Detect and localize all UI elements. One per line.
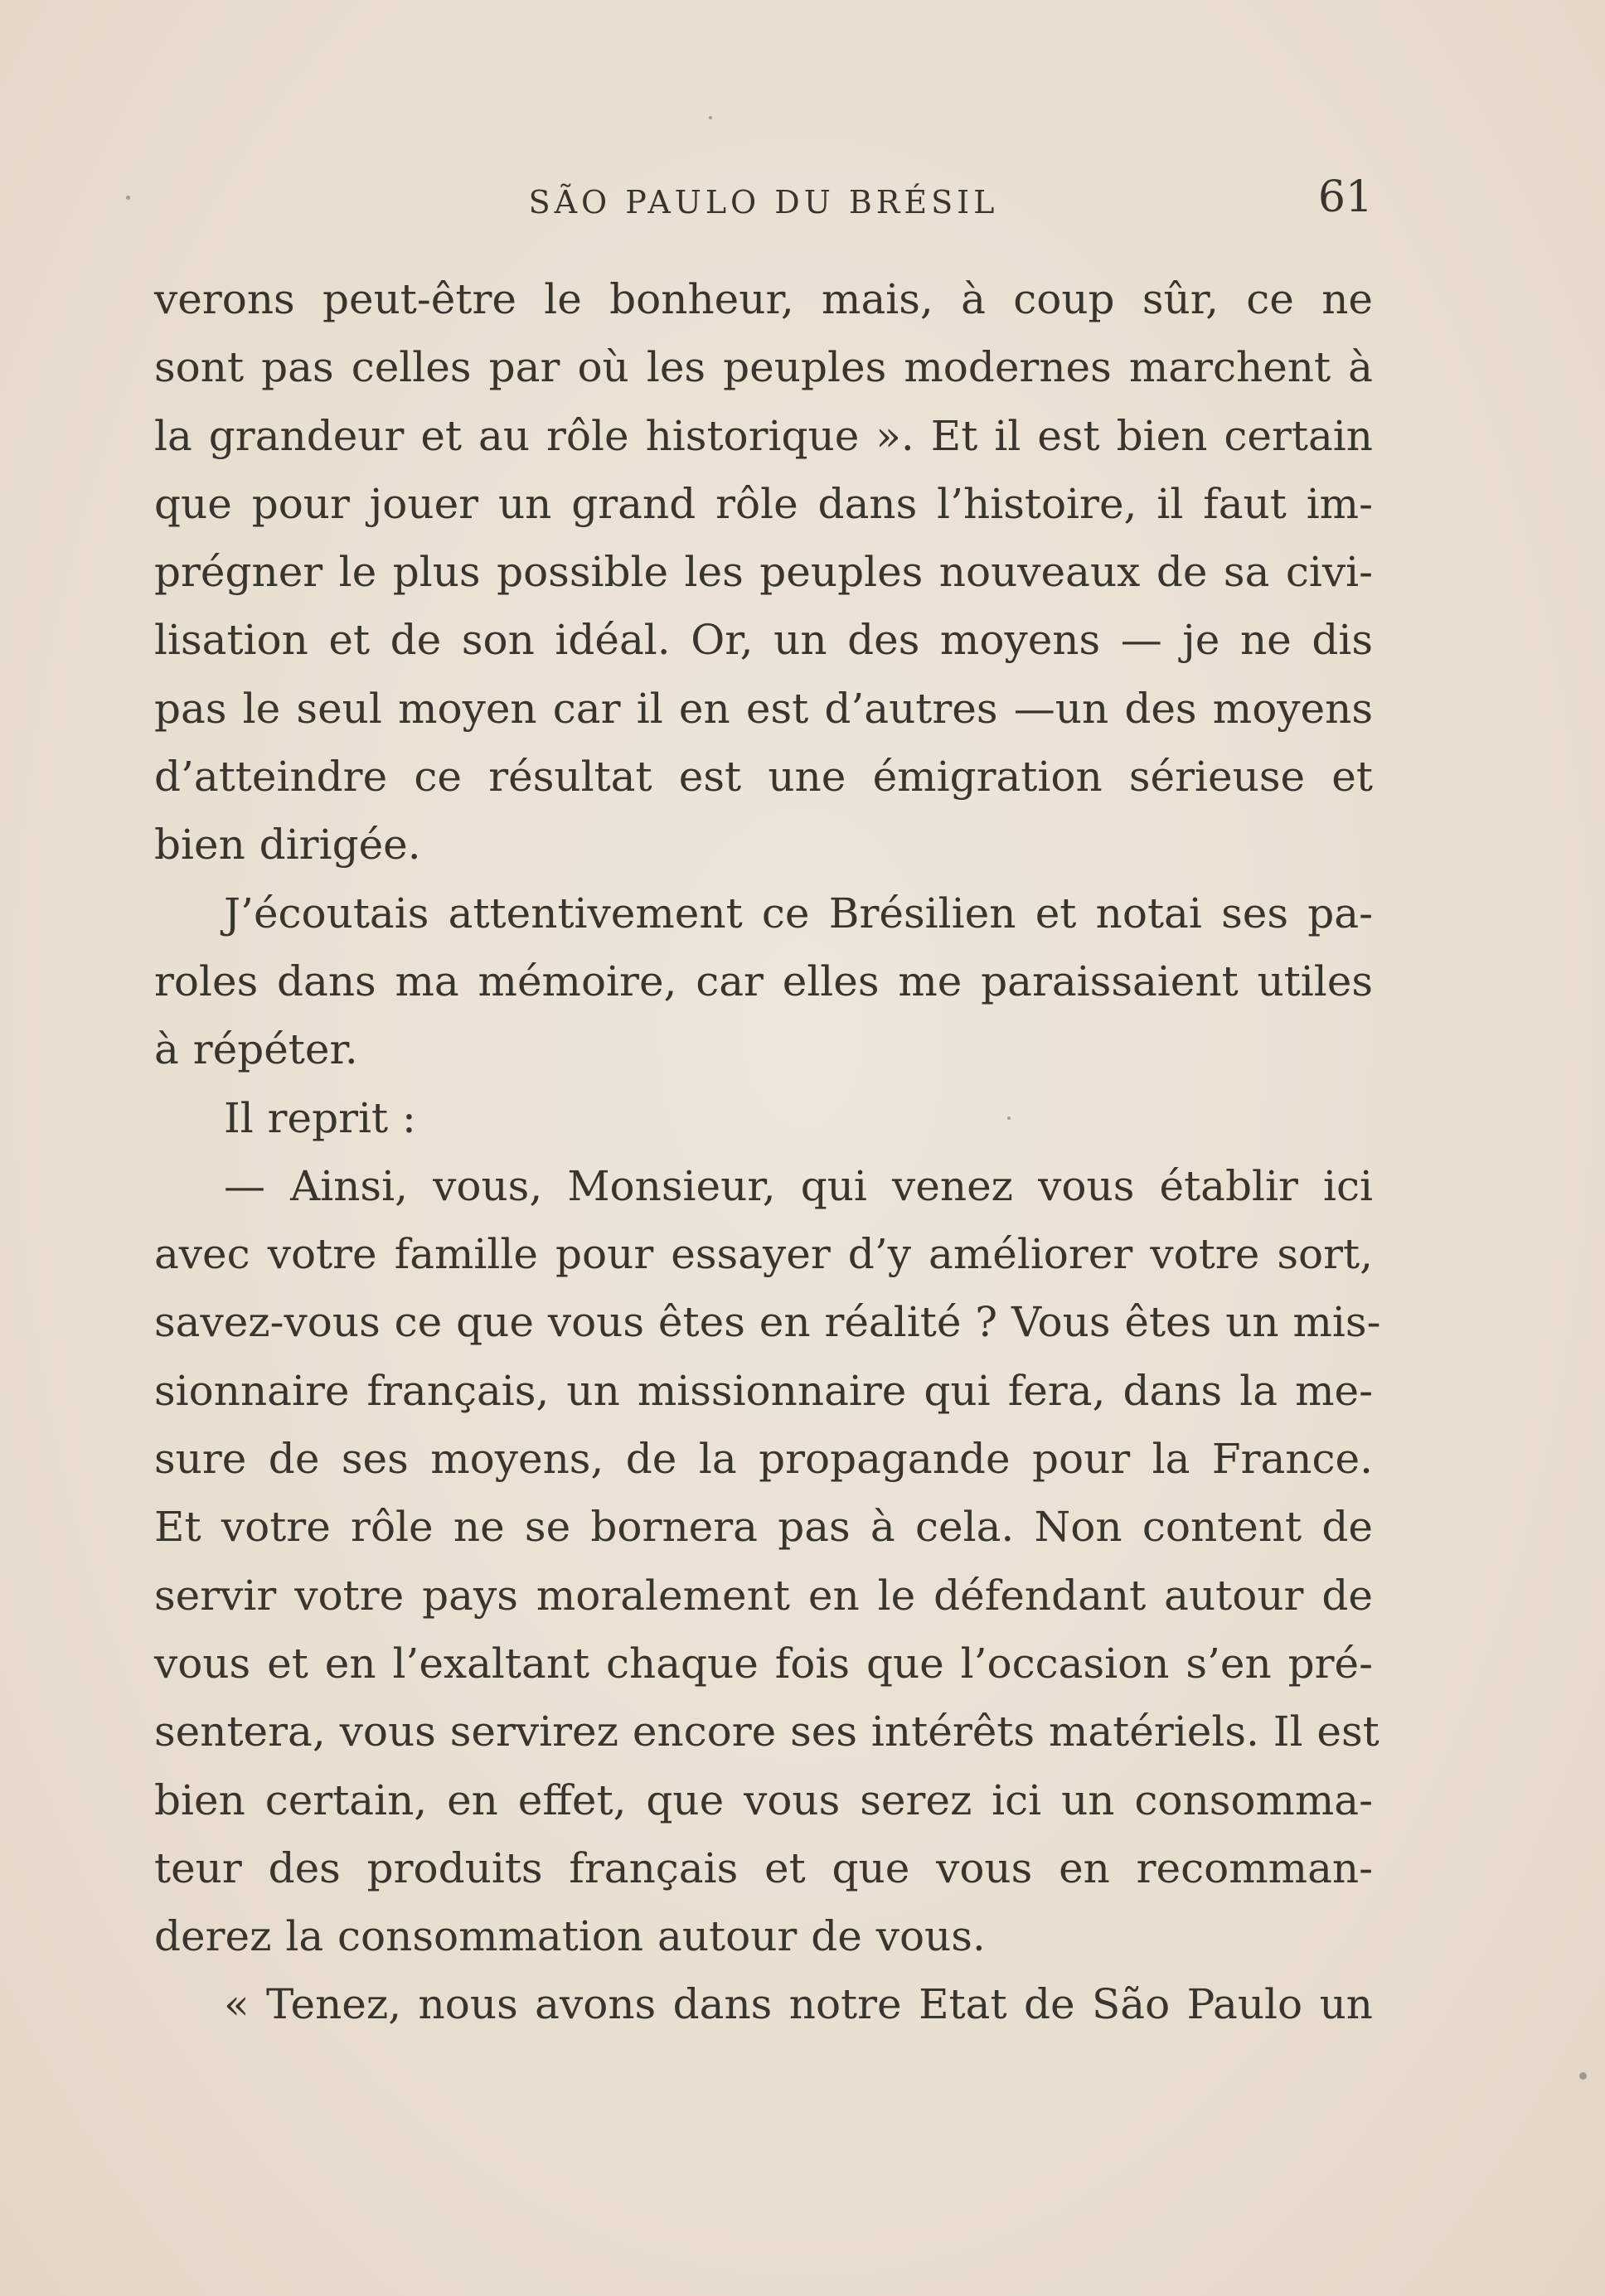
paragraph-first-line: — Ainsi, vous, Monsieur, qui venez vous établir ici bbox=[224, 1161, 1373, 1210]
running-title: SÃO PAULO DU BRÉSIL bbox=[528, 184, 999, 220]
paragraph-first-line: J’écoutais attentivement ce Brésilien et notai ses pa- bbox=[224, 889, 1373, 937]
paragraph-first-line: « Tenez, nous avons dans notre Etat de São Paulo un bbox=[224, 1980, 1373, 2029]
text-line: Et votre rôle ne se bornera pas à cela. Non content de bbox=[154, 1503, 1373, 1552]
paper-speck bbox=[126, 196, 130, 200]
text-line: lisation et de son idéal. Or, un des moyens — je ne dis bbox=[154, 616, 1373, 665]
text-line: pas le seul moyen car il en est d’autres —un des moyens bbox=[154, 684, 1373, 733]
text-line: d’atteindre ce résultat est une émigration sérieuse et bbox=[154, 753, 1373, 802]
text-line: roles dans ma mémoire, car elles me paraissaient utiles bbox=[154, 957, 1373, 1005]
text-line: bien dirigée. bbox=[154, 821, 421, 869]
text-line: derez la consommation autour de vous. bbox=[154, 1912, 986, 1961]
text-line: servir votre pays moralement en le défendant autour de bbox=[154, 1571, 1373, 1620]
text-line: sont pas celles par où les peuples modernes marchent à bbox=[154, 343, 1373, 392]
paper-speck bbox=[1579, 2072, 1587, 2080]
text-line: verons peut-être le bonheur, mais, à coup sûr, ce ne bbox=[154, 275, 1373, 323]
body-text bbox=[154, 265, 1381, 2039]
text-line: savez-vous ce que vous êtes en réalité ? Vous êtes un mis- bbox=[154, 1298, 1381, 1347]
page-number: 61 bbox=[1317, 172, 1373, 222]
paper-speck bbox=[709, 116, 712, 119]
text-line: que pour jouer un grand rôle dans l’histoire, il faut im- bbox=[154, 479, 1373, 528]
text-line: sentera, vous servirez encore ses intérêts matériels. Il est bbox=[154, 1707, 1380, 1756]
text-line: la grandeur et au rôle historique ». Et il est bien certain bbox=[154, 411, 1373, 460]
text-line: bien certain, en effet, que vous serez ici un consomma- bbox=[154, 1775, 1373, 1824]
paper-speck bbox=[1007, 1117, 1011, 1120]
running-head bbox=[154, 172, 1373, 239]
text-line: sure de ses moyens, de la propagande pour la France. bbox=[154, 1435, 1373, 1484]
text-line: teur des produits français et que vous en recomman- bbox=[154, 1843, 1373, 1892]
text-line: à répéter. bbox=[154, 1025, 358, 1074]
text-line: avec votre famille pour essayer d’y améliorer votre sort, bbox=[154, 1230, 1373, 1279]
text-line: prégner le plus possible les peuples nouveaux de sa civi- bbox=[154, 548, 1373, 597]
text-line: sionnaire français, un missionnaire qui fera, dans la me- bbox=[154, 1366, 1373, 1415]
text-line: vous et en l’exaltant chaque fois que l’occasion s’en pré- bbox=[154, 1639, 1373, 1688]
paragraph-first-line: Il reprit : bbox=[224, 1093, 416, 1142]
